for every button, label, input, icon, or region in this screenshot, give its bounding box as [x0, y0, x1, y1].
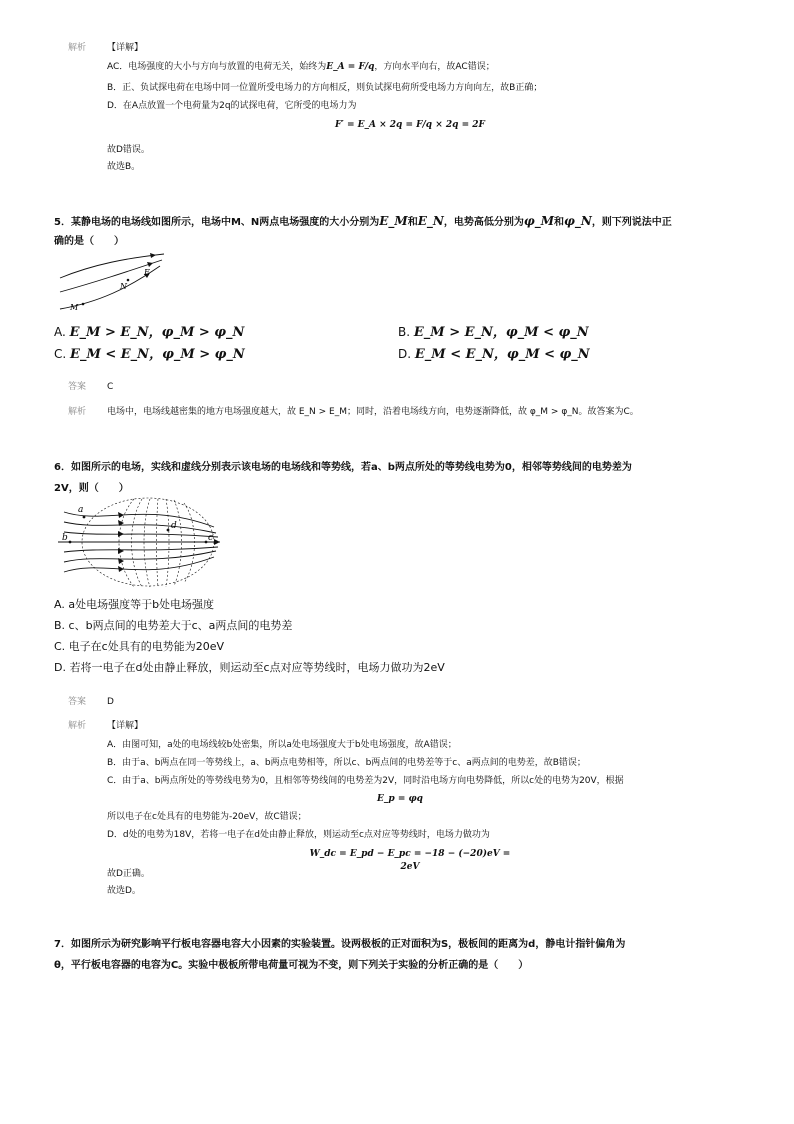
arrowhead: [118, 548, 124, 554]
option-a[interactable]: A. E_M > E_N，φ_M > φ_N: [54, 325, 245, 340]
explanation-label: 解析: [68, 721, 87, 731]
option-c[interactable]: C. E_M < E_N，φ_M > φ_N: [54, 347, 245, 362]
explanation-line-d: D．在A点放置一个电荷量为2q的试探电荷，它所受的电场力为: [107, 101, 357, 111]
question-5-stem-line2: 确的是（ ）: [54, 236, 124, 247]
explanation-line-a: A．由图可知，a处的电场线较b处密集，所以a处电场强度大于b处电场强度，故A错误；: [107, 740, 457, 750]
explanation-line-b: B．由于a、b两点在同一等势线上，a、b两点电势相等，所以c、b两点间的电势差等于c、a两点间的电势差，故B错误；: [107, 758, 586, 768]
equipotential-line: [184, 503, 195, 583]
field-lines-figure: [56, 252, 166, 316]
explanation-line-ac: AC．电场强度的大小与方向与放置的电荷无关，始终为E_A = F/q，方向水平向右，故AC错误；: [107, 62, 495, 72]
equipotential-line: [144, 499, 150, 587]
explanation-label: 解析: [68, 43, 87, 53]
point-n: [127, 279, 130, 282]
explanation-line-d: D．d处的电势为18V，若将一电子在d处由静止释放，则运动至c点对应等势线时，电场力做功为: [107, 830, 490, 840]
field-line: [64, 532, 218, 537]
explanation-line-c: C．由于a、b两点所处的等势线电势为0，且相邻等势线间的电势差为2V，同时沿电场方向电势降低，所以c处的电势为20V，根据: [107, 776, 624, 786]
question-7-stem: 7．如图所示为研究影响平行板电容器电容大小因素的实验装置。设两极板的正对面积为S，极板间的距离为d，静电计指针偏角为: [54, 939, 626, 950]
equipotential-line: [166, 499, 169, 587]
label-a: a: [78, 505, 84, 515]
formula-force: F′ = E_A × 2q = F/q × 2q = 2F: [335, 120, 485, 130]
arrowhead: [118, 531, 124, 537]
point-c: [205, 541, 208, 544]
point-m: [82, 303, 85, 306]
explanation-choice: 故选D。: [107, 886, 141, 896]
question-7-stem-line2: θ，平行板电容器的电容为C。实验中极板所带电荷量可视为不变，则下列关于实验的分析正确的是（ ）: [54, 960, 529, 971]
explanation-line-b: B．正、负试探电荷在电场中同一位置所受电场力的方向相反，则负试探电荷所受电场力方向向左，故B正确；: [107, 83, 543, 93]
arrowhead: [118, 566, 124, 572]
formula-ep: E_p = φq: [377, 794, 423, 804]
explanation-choice: 故选B。: [107, 162, 141, 172]
equipotential-line: [174, 500, 182, 586]
explanation-label: 解析: [68, 407, 87, 417]
label-d: d: [171, 521, 177, 531]
question-6-stem: 6．如图所示的电场，实线和虚线分别表示该电场的电场线和等势线，若a、b两点所处的等势线电势为0，相邻等势线间的电势差为: [54, 462, 632, 473]
arrowhead: [214, 539, 220, 545]
detail-tag: 【详解】: [107, 43, 144, 53]
label-c: c: [208, 533, 214, 543]
question-5-stem: 5．某静电场的电场线如图所示，电场中M、N两点电场强度的大小分别为E_M和E_N，电势高低分别为φ_M和φ_N，则下列说法中正: [54, 214, 672, 228]
question-6-stem-line2: 2V，则（ ）: [54, 483, 129, 494]
point-d: [167, 529, 170, 532]
option-d[interactable]: D. 若将一电子在d处由静止释放，则运动至c点对应等势线时，电场力做功为2eV: [54, 661, 445, 674]
label-b: b: [62, 533, 68, 543]
explanation-conclusion: 故D错误。: [107, 145, 150, 155]
detail-tag: 【详解】: [107, 721, 144, 731]
option-b[interactable]: B. c、b两点间的电势差大于c、a两点间的电势差: [54, 619, 293, 632]
option-d[interactable]: D. E_M < E_N，φ_M < φ_N: [398, 347, 590, 362]
point-b: [69, 541, 72, 544]
equipotential-line: [157, 499, 159, 587]
option-a[interactable]: A. a处电场强度等于b处电场强度: [54, 598, 215, 611]
label-n: N: [120, 282, 127, 291]
answer-label: 答案: [68, 382, 87, 392]
arrowhead: [150, 253, 156, 258]
question-5-explanation: 电场中，电场线越密集的地方电场强度越大，故 E_N > E_M；同时，沿着电场线方向，电势逐渐降低，故 φ_M > φ_N。故答案为C。: [107, 407, 639, 417]
explanation-conclusion: 故D正确。: [107, 869, 150, 879]
option-c[interactable]: C. 电子在c处具有的电势能为20eV: [54, 640, 225, 653]
field-line: [64, 551, 216, 562]
answer-label: 答案: [68, 697, 87, 707]
label-e: E: [144, 268, 150, 277]
formula-ea: E_A = F/q: [326, 62, 375, 72]
field-line: [64, 547, 218, 552]
answer-value: C: [107, 382, 114, 392]
label-m: M: [70, 303, 79, 312]
field-line: [64, 522, 216, 533]
equipotential-figure: [54, 497, 224, 593]
option-b[interactable]: B. E_M > E_N，φ_M < φ_N: [398, 325, 589, 340]
explanation-line-c2: 所以电子在c处具有的电势能为-20eV，故C错误；: [107, 812, 307, 822]
point-a: [83, 516, 86, 519]
equipotential-line: [132, 499, 143, 587]
answer-value: D: [107, 697, 114, 707]
formula-work: W_dc = E_pd − E_pc = −18 − (−20)eV = 2eV: [309, 849, 511, 872]
